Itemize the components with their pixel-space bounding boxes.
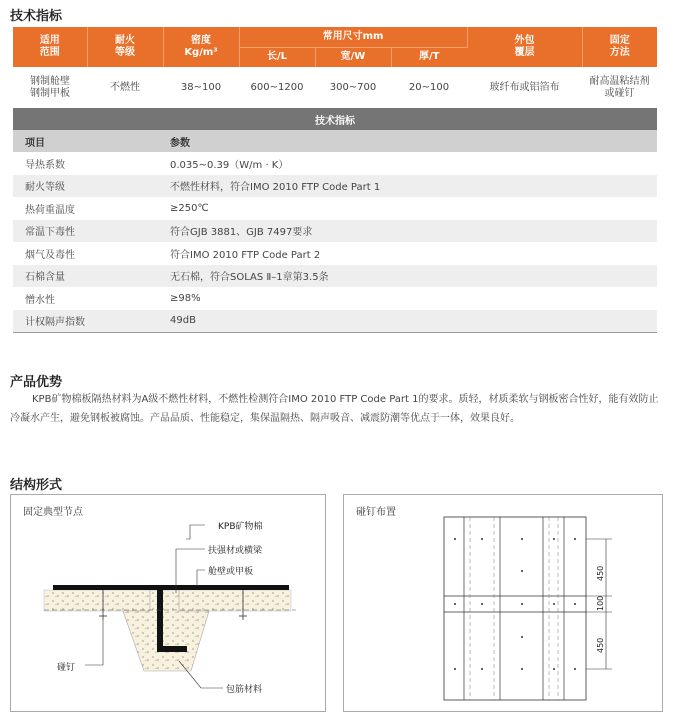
dim-450-top: 450 <box>596 565 605 581</box>
fixing-node-title: 固定典型节点 <box>23 507 83 518</box>
param-item: 常温下毒性 <box>13 220 158 243</box>
param-table-title: 技术指标 <box>13 108 657 130</box>
spec-header-size-group: 常用尺寸mm <box>239 27 467 47</box>
table-row <box>13 265 657 288</box>
spec-header-scope: 适用 范围 <box>13 27 87 67</box>
spec-cell-density: 38~100 <box>163 67 239 109</box>
spec-cell-cover: 玻纤布或铝箔布 <box>467 67 582 109</box>
table-row <box>13 242 657 265</box>
table-row <box>13 220 657 243</box>
pin-layout-drawing <box>344 495 664 713</box>
pin-points <box>454 538 576 670</box>
param-item: 烟气及毒性 <box>25 249 75 261</box>
param-item: 憎水性 <box>25 294 55 306</box>
table-row <box>13 197 657 220</box>
spec-header-width: 宽/W <box>315 47 391 67</box>
param-value: 49dB <box>158 310 657 333</box>
insulation-left <box>44 590 150 611</box>
param-value: 符合GJB 3881、GJB 7497要求 <box>158 220 657 243</box>
param-value: 符合IMO 2010 FTP Code Part 2 <box>170 249 321 261</box>
spec-header-fixing: 固定 方法 <box>582 27 657 67</box>
spec-cell-thickness: 20~100 <box>391 67 467 109</box>
pin-layout-title: 碰钉布置 <box>356 507 396 518</box>
label-pin: 碰钉 <box>57 663 76 673</box>
table-row <box>13 287 657 310</box>
fixing-node-diagram <box>10 494 326 712</box>
dim-450-bottom: 450 <box>596 637 605 653</box>
param-table <box>13 108 657 333</box>
spec-cell-length: 600~1200 <box>239 67 315 109</box>
param-item: 石棉含量 <box>13 265 158 288</box>
spec-cell-fixing: 耐高温粘结剂 或碰钉 <box>582 67 657 109</box>
spec-header-thickness: 厚/T <box>391 47 467 67</box>
label-stiffener: 扶强材或横梁 <box>208 546 263 556</box>
param-col-item: 项目 <box>13 130 158 152</box>
param-col-param: 参数 <box>158 130 657 152</box>
spec-cell-scope: 钢制舱壁 钢制甲板 <box>13 67 87 109</box>
spec-header-density: 密度 Kg/m³ <box>163 27 239 67</box>
param-value: 不燃性材料，符合IMO 2010 FTP Code Part 1 <box>158 175 657 198</box>
param-item: 耐火等级 <box>13 175 158 198</box>
advantages-paragraph: KPB矿物棉板隔热材料为A级不燃性材料，不燃性检测符合IMO 2010 FTP Code Part 1的要求。质轻，材质柔软与钢板密合性好，能有效防止冷凝水产生，避免钢板被腐蚀。产品品质、性能稳定，集保温隔热、隔声吸音、减震防潮等优点于一体，效果良好。 <box>10 394 659 424</box>
spec-header-length: 长/L <box>239 47 315 67</box>
table-row <box>13 310 657 333</box>
spec-cell-fire: 不燃性 <box>87 67 163 109</box>
spec-table <box>13 27 657 110</box>
dim-100: 100 <box>596 595 605 611</box>
label-plate: 舱壁或甲板 <box>208 567 254 577</box>
table-row <box>13 175 657 198</box>
param-item: 计权隔声指数 <box>13 310 158 333</box>
pin-layout-diagram <box>343 494 663 712</box>
structure-section-title: 结构形式 <box>10 478 63 493</box>
label-board: KPB矿物棉 <box>218 522 263 532</box>
param-value: 无石棉，符合SOLAS Ⅱ–1章第3.5条 <box>158 265 657 288</box>
spec-cell-width: 300~700 <box>315 67 391 109</box>
spec-header-cover: 外包 覆层 <box>467 27 582 67</box>
insulation-right <box>179 590 291 611</box>
deck-plate <box>53 585 289 590</box>
param-item: 热荷重温度 <box>25 204 75 216</box>
param-value: 0.035~0.39（W/m · K） <box>170 159 289 171</box>
stiffener-flange <box>157 646 187 652</box>
stiffener <box>157 590 163 652</box>
spec-header-fire: 耐火 等级 <box>87 27 163 67</box>
param-value: ≥98% <box>170 292 201 304</box>
param-item: 导热系数 <box>25 159 65 171</box>
advantages-section-title: 产品优势 <box>10 375 63 390</box>
param-value: ≥250℃ <box>170 202 209 214</box>
table-row <box>13 152 657 175</box>
specs-section-title: 技术指标 <box>10 9 63 24</box>
fixing-node-drawing <box>11 495 327 713</box>
label-wrap: 包筋材料 <box>226 685 263 695</box>
